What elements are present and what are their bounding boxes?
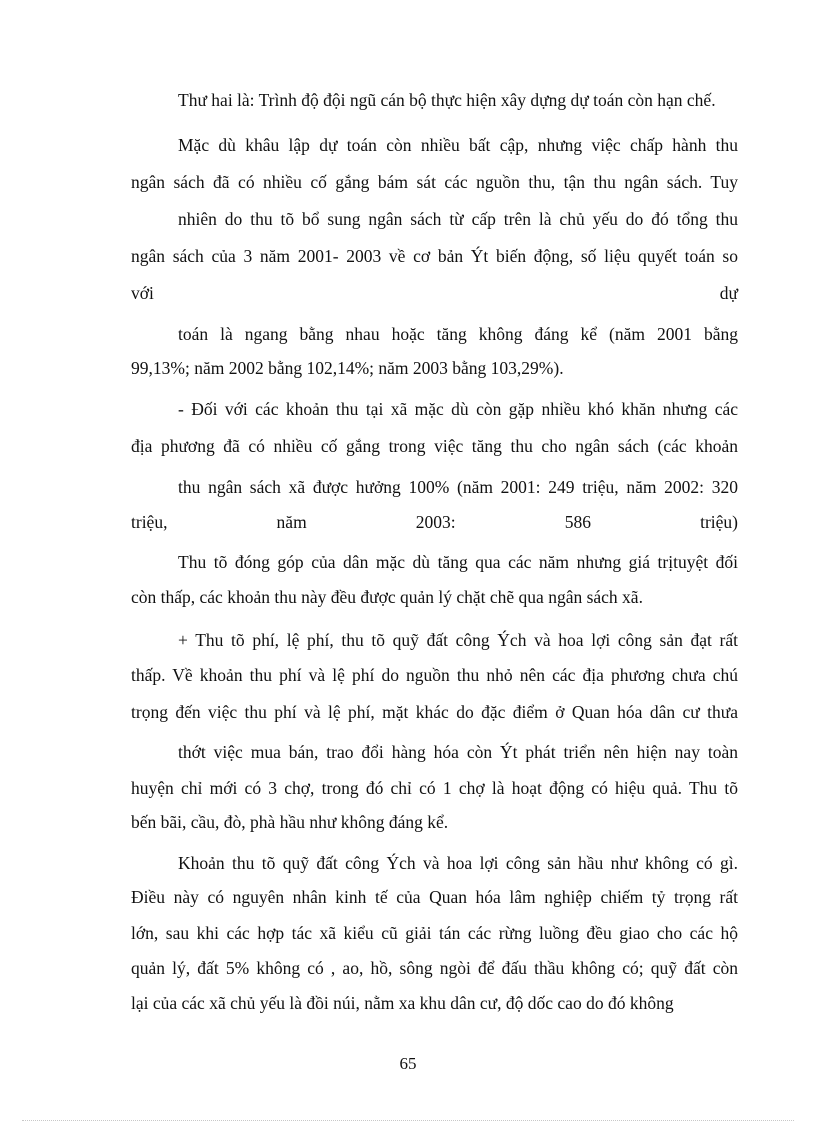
word: dự: [719, 283, 738, 303]
text-line: lớn, sau khi các hợp tác xã kiểu cũ giải tán các rừng luồng đều giao cho các hộ: [131, 923, 738, 943]
text-line: [131, 511, 738, 533]
text-line: + Thu tõ phí, lệ phí, thu tõ quỹ đất công Ých và hoa lợi công sản đạt rất: [178, 630, 738, 650]
text-line: - Đối với các khoản thu tại xã mặc dù còn gặp nhiều khó khăn nhưng các: [178, 399, 738, 419]
text-line: quản lý, đất 5% không có , ao, hồ, sông ngòi để đấu thầu không có; quỹ đất còn: [131, 958, 738, 978]
word: với: [131, 283, 154, 303]
page-number: 65: [399, 1054, 417, 1073]
text-line: Thu tõ đóng góp của dân mặc dù tăng qua các năm nhưng giá trịtuyệt đối: [178, 552, 738, 572]
text-line: trọng đến việc thu phí và lệ phí, mặt khác do đặc điểm ở Quan hóa dân cư thưa: [131, 702, 738, 722]
text-line: thấp. Về khoản thu phí và lệ phí do nguồn thu nhỏ nên các địa phương chưa chú: [131, 665, 738, 685]
word: triệu,: [131, 512, 168, 532]
word: 586: [564, 512, 591, 532]
text-line: địa phương đã có nhiều cố gắng trong việc tăng thu cho ngân sách (các khoản: [131, 436, 738, 456]
word: triệu): [700, 512, 738, 532]
text-line: toán là ngang bằng nhau hoặc tăng không đáng kể (năm 2001 bằng: [178, 324, 738, 344]
text-line: ngân sách đã có nhiều cố gắng bám sát các nguồn thu, tận thu ngân sách. Tuy: [131, 172, 738, 192]
page-edge-divider: [22, 1120, 794, 1121]
text-line: [131, 282, 738, 304]
text-line: 99,13%; năm 2002 bằng 102,14%; năm 2003 bằng 103,29%).: [131, 358, 564, 378]
text-line: bến bãi, cầu, đò, phà hầu như không đáng kể.: [131, 812, 449, 832]
text-line: nhiên do thu tõ bổ sung ngân sách từ cấp trên là chủ yếu do đó tổng thu: [178, 209, 738, 229]
text-line: Khoản thu tõ quỹ đất công Ých và hoa lợi công sản hầu như không có gì.: [178, 853, 738, 873]
text-line: lại của các xã chủ yếu là đồi núi, nằm xa khu dân cư, độ dốc cao do đó không: [131, 993, 674, 1013]
text-line: Mặc dù khâu lập dự toán còn nhiều bất cập, nhưng việc chấp hành thu: [178, 135, 738, 155]
text-line: thu ngân sách xã được hưởng 100% (năm 2001: 249 triệu, năm 2002: 320: [178, 477, 738, 497]
text-line: ngân sách của 3 năm 2001- 2003 về cơ bản Ýt biến động, số liệu quyết toán so: [131, 246, 738, 266]
text-line: Điều này có nguyên nhân kinh tế của Quan hóa lâm nghiệp chiếm tỷ trọng rất: [131, 887, 738, 907]
text-line: còn thấp, các khoản thu này đều được quản lý chặt chẽ qua ngân sách xã.: [131, 587, 643, 607]
text-line: thớt việc mua bán, trao đổi hàng hóa còn Ýt phát triển nên hiện nay toàn: [178, 742, 738, 762]
text-line: huyện chỉ mới có 3 chợ, trong đó chỉ có 1 chợ là hoạt động có hiệu quả. Thu tõ: [131, 778, 738, 798]
word: 2003:: [415, 512, 456, 532]
text-line: Thư hai là: Trình độ đội ngũ cán bộ thực hiện xây dựng dự toán còn hạn chế.: [178, 90, 716, 110]
word: năm: [276, 512, 307, 532]
